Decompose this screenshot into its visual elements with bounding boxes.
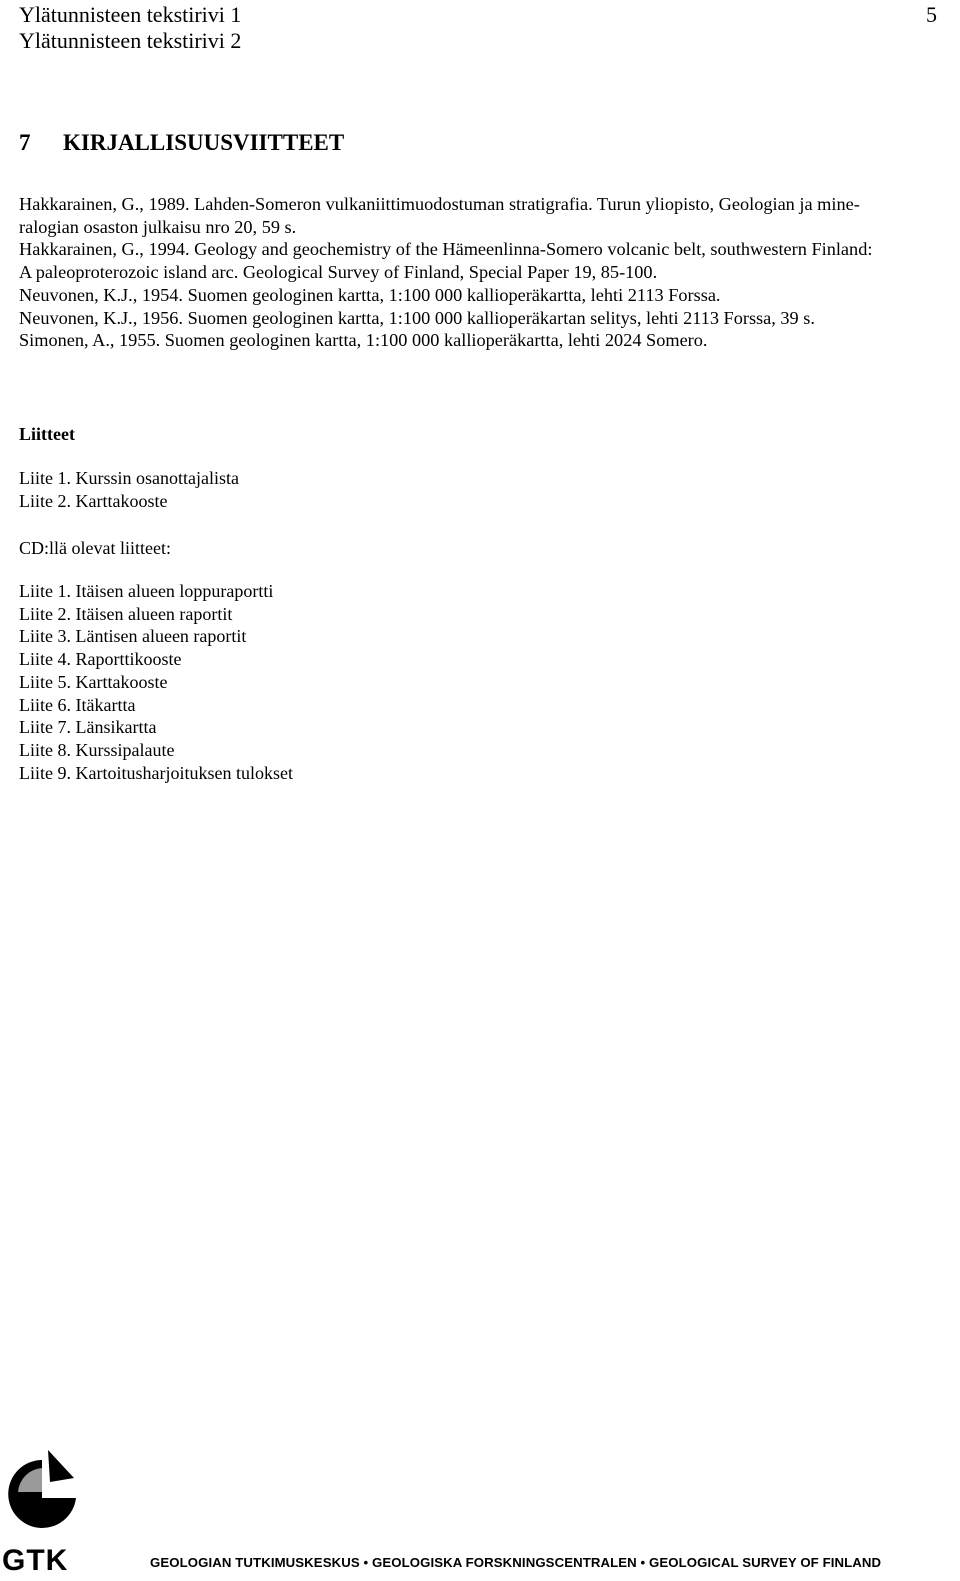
cd-appendix-item: Liite 9. Kartoitusharjoituksen tulokset — [19, 762, 293, 783]
reference-line: Neuvonen, K.J., 1954. Suomen geologinen kartta, 1:100 000 kallioperäkartta, lehti 2113 Forssa. — [19, 284, 721, 305]
appendices-title: Liitteet — [19, 424, 75, 444]
cd-appendix-list — [19, 580, 293, 784]
reference-list — [19, 193, 872, 352]
header-line-2: Ylätunnisteen tekstirivi 2 — [19, 28, 242, 53]
chapter-number: 7 — [19, 130, 31, 155]
chapter-title: KIRJALLISUUSVIITTEET — [63, 130, 345, 155]
appendix-list — [19, 467, 239, 512]
cd-appendix-item: Liite 7. Länsikartta — [19, 717, 157, 738]
cd-appendix-item: Liite 6. Itäkartta — [19, 694, 136, 715]
cd-appendix-item: Liite 2. Itäisen alueen raportit — [19, 603, 233, 624]
cd-appendix-item: Liite 4. Raporttikooste — [19, 649, 182, 670]
reference-line: ralogian osaston julkaisu nro 20, 59 s. — [19, 216, 297, 237]
reference-line: Hakkarainen, G., 1989. Lahden-Someron vulkaniittimuodostuman stratigrafia. Turun yliopisto, Geologian ja mine- — [19, 194, 860, 214]
appendix-item: Liite 2. Karttakooste — [19, 490, 168, 511]
appendix-item: Liite 1. Kurssin osanottajalista — [19, 468, 239, 488]
cd-appendix-item: Liite 5. Karttakooste — [19, 671, 168, 692]
header-line-1: Ylätunnisteen tekstirivi 1 — [19, 2, 242, 27]
cd-appendix-item: Liite 1. Itäisen alueen loppuraportti — [19, 581, 274, 601]
page-number: 5 — [926, 2, 937, 27]
cd-appendix-item: Liite 8. Kurssipalaute — [19, 739, 175, 760]
gtk-logo-icon — [2, 1442, 92, 1542]
reference-line: Simonen, A., 1955. Suomen geologinen kartta, 1:100 000 kallioperäkartta, lehti 2024 Somero. — [19, 330, 708, 351]
footer-organization-names: GEOLOGIAN TUTKIMUSKESKUS • GEOLOGISKA FORSKNINGSCENTRALEN • GEOLOGICAL SURVEY OF FINLAND — [150, 1555, 882, 1570]
gtk-logo-text: GTK — [2, 1544, 69, 1577]
cd-appendices-title: CD:llä olevat liitteet: — [19, 538, 171, 558]
cd-appendix-item: Liite 3. Läntisen alueen raportit — [19, 626, 247, 647]
reference-line: Hakkarainen, G., 1994. Geology and geochemistry of the Hämeenlinna-Somero volcanic belt, southwestern Finland: — [19, 239, 873, 260]
reference-line: A paleoproterozoic island arc. Geological Survey of Finland, Special Paper 19, 85-100. — [19, 262, 658, 283]
reference-line: Neuvonen, K.J., 1956. Suomen geologinen kartta, 1:100 000 kallioperäkartan selitys, lehti 2113 Forssa, 39 s. — [19, 307, 815, 328]
